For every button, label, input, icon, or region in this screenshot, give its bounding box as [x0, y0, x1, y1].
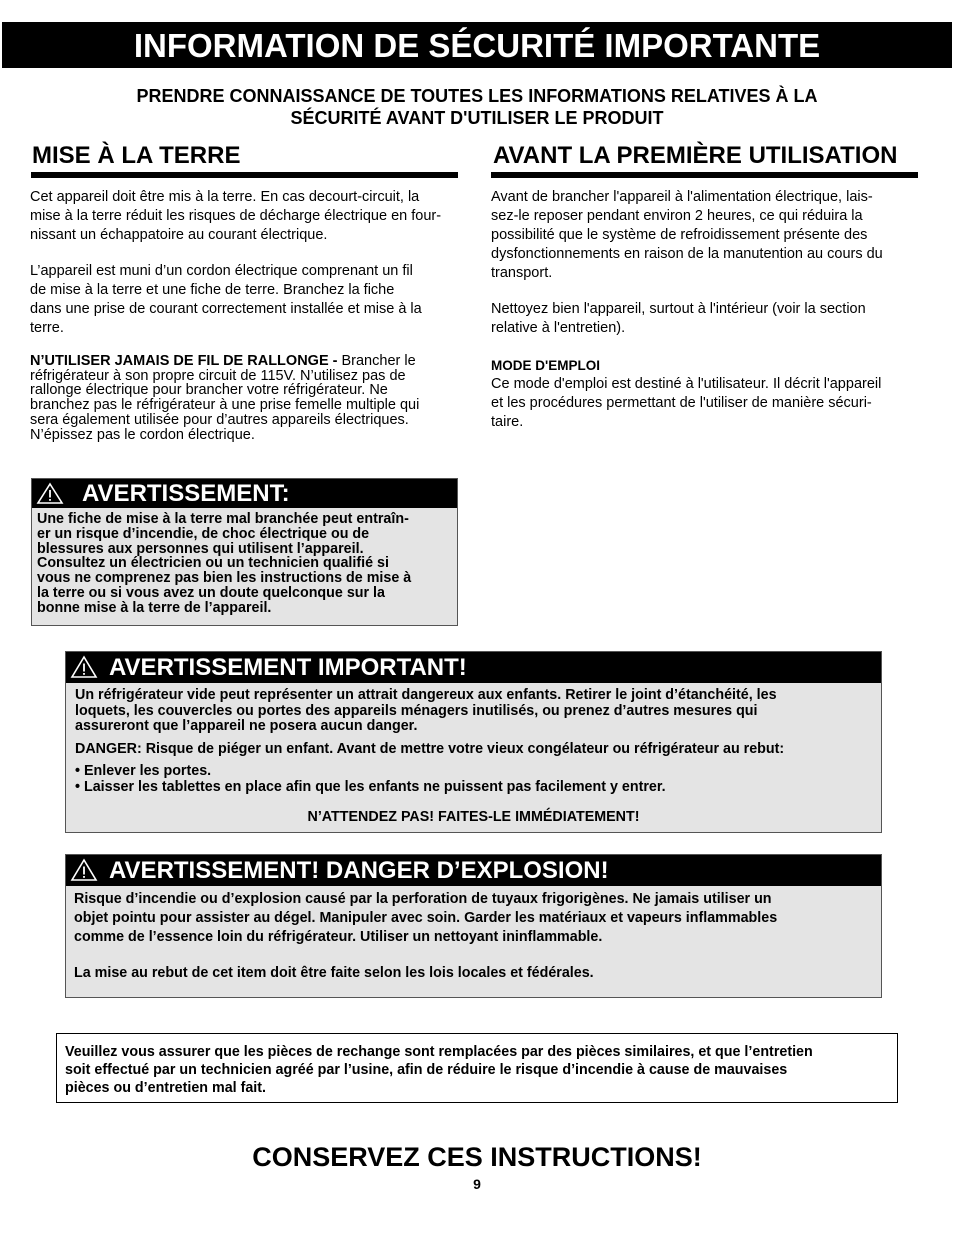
important-warning-text: Un réfrigérateur vide peut représenter un attrait dangereux aux enfants. Retirer le joint d’étanchéité, les loquets, les couvercles ou portes des appareils ménagers inutilisés, ou prenez d’autres mesures qui assureront que l’appareil ne posera aucun danger. DANGER: Risque de piéger un enfant. Avant de mettre votre vieux congélateur ou réfrigérateur au rebut: • Enlever les portes. • Laisser les tablettes en place afin que les enfants ne puissent pas facilement y entrer. N’ATTENDEZ PAS! FAITES-LE IMMÉDIATEMENT!: [66, 683, 881, 826]
page-title-banner: [2, 22, 952, 68]
bullet-item: • Enlever les portes.: [75, 763, 212, 779]
explosion-warning-box: [65, 854, 882, 998]
explosion-warning-text: Risque d’incendie ou d’explosion causé par la perforation de tuyaux frigorigènes. Ne jamais utiliser un objet pointu pour assister au dégel. Manipuler avec soin. Garder les matériaux et vapeurs inflammables comme de l’essence loin du réfrigérateur. Utiliser un nettoyant ininflammable. La mise au rebut de cet item doit être faite selon les lois locales et fédérales.: [66, 886, 881, 983]
first-use-paragraph-2: Nettoyez bien l'appareil, surtout à l'intérieur (voir la section relative à l'entretien).: [491, 301, 866, 336]
explosion-warning-header: [66, 855, 881, 886]
subtitle-line: PRENDRE CONNAISSANCE DE TOUTES LES INFORMATIONS RELATIVES À LA: [136, 86, 818, 106]
warning-triangle-icon: [70, 858, 98, 882]
user-manual-heading: MODE D'EMPLOI: [491, 358, 600, 373]
page-subtitle: [60, 85, 894, 129]
danger-text: DANGER: Risque de piéger un enfant. Avant de mettre votre vieux congélateur ou réfrigérateur au rebut:: [75, 740, 785, 757]
grounding-warning-header: [32, 479, 457, 508]
explosion-warning-title: AVERTISSEMENT! DANGER D’EXPLOSION!: [109, 857, 609, 884]
grounding-warning-title: AVERTISSEMENT:: [82, 480, 290, 507]
replacement-parts-note: Veuillez vous assurer que les pièces de rechange sont remplacées par des pièces similaires, et que l’entretien soit effectué par un technicien agréé par l’usine, afin de réduire le risque d’incendie à cause de mauvaises pièces ou d’entretien mal fait.: [56, 1033, 898, 1103]
grounding-paragraph-1: Cet appareil doit être mis à la terre. En cas decourt-circuit, la mise à la terre réduit les risques de décharge électrique en four- nissant un échappatoire au courant électrique.: [30, 189, 442, 243]
grounding-heading-rule: [31, 172, 458, 178]
subtitle-line: SÉCURITÉ AVANT D'UTILISER LE PRODUIT: [290, 108, 664, 128]
important-warning-box: [65, 651, 882, 833]
extension-cord-lead: N’UTILISER JAMAIS DE FIL DE RALLONGE -: [30, 353, 338, 369]
extension-cord-paragraph: N’UTILISER JAMAIS DE FIL DE RALLONGE - Brancher le réfrigérateur à son propre circuit de 115V. N’utilisez pas de rallonge électrique pour brancher votre réfrigérateur. Ne branchez pas le réfrigérateur à une prise femelle multiple qui sera également utilisée pour d’autres appareils électriques. N’épissez pas le cordon électrique.: [30, 353, 420, 443]
important-warning-header: [66, 652, 881, 683]
grounding-warning-text: Une fiche de mise à la terre mal branchée peut entraîn- er un risque d’incendie, de choc électrique ou de blessures aux personnes qui utilisent l’appareil. Consultez un électricien ou un technicien qualifié si vous ne comprenez pas bien les instructions de mise à la terre ou si vous avez un doute quelconque sur la bonne mise à la terre de l’appareil.: [37, 511, 412, 616]
important-warning-footer: N’ATTENDEZ PAS! FAITES-LE IMMÉDIATEMENT!: [307, 809, 640, 825]
page-title: INFORMATION DE SÉCURITÉ IMPORTANTE: [133, 27, 821, 64]
grounding-paragraph-2: L’appareil est muni d’un cordon électrique comprenant un fil de mise à la terre et une fiche de terre. Branchez la fiche dans une prise de courant correctement installée et mise à la terre.: [30, 263, 422, 336]
page-number: 9: [473, 1176, 481, 1192]
first-use-heading-rule: [491, 172, 918, 178]
warning-triangle-icon: [70, 655, 98, 679]
grounding-warning-box: [31, 478, 458, 626]
keep-instructions-heading: CONSERVEZ CES INSTRUCTIONS!: [252, 1142, 702, 1172]
warning-triangle-icon: [36, 482, 64, 505]
disposal-text: La mise au rebut de cet item doit être faite selon les lois locales et fédérales.: [74, 965, 594, 981]
first-use-heading: AVANT LA PREMIÈRE UTILISATION: [493, 142, 898, 169]
important-warning-title: AVERTISSEMENT IMPORTANT!: [109, 654, 467, 681]
user-manual-section: MODE D'EMPLOI Ce mode d'emploi est destiné à l'utilisateur. Il décrit l'appareil et les procédures permettant de l'utiliser de manière sécuri- taire.: [491, 356, 923, 432]
bullet-item: • Laisser les tablettes en place afin que les enfants ne puissent pas facilement y entrer.: [75, 778, 666, 795]
grounding-heading: MISE À LA TERRE: [32, 142, 241, 169]
first-use-paragraph-1: Avant de brancher l'appareil à l'alimentation électrique, lais- sez-le reposer pendant environ 2 heures, ce qui réduira la possibilité que le système de refroidissement présente des dysfonctionnements en raison de la manutention au cours du transport.: [491, 189, 883, 281]
